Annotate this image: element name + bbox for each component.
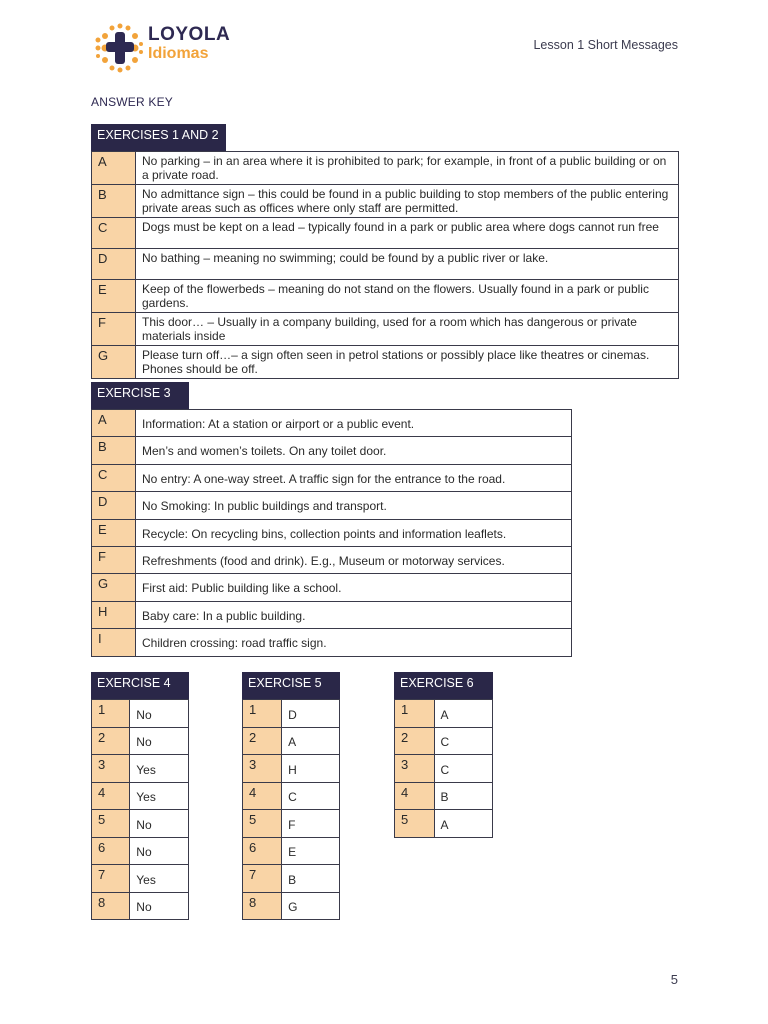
exercises-1-2-row-answer: No parking – in an area where it is prohibited to park; for example, in front of a public building or on a private road. — [136, 152, 679, 185]
exercise-3-row — [92, 492, 572, 519]
exercise-6-rows — [395, 700, 493, 838]
exercise-4-tab: EXERCISE 4 — [91, 672, 189, 700]
exercises-1-2-row — [92, 152, 679, 185]
exercise-6-row-answer: B — [434, 782, 492, 810]
exercise-4-row-key: 1 — [92, 700, 130, 728]
exercise-4-row — [92, 782, 189, 810]
loyola-cross-icon — [90, 18, 144, 76]
exercises-1-2-row — [92, 313, 679, 346]
exercise-6-row-key: 3 — [395, 755, 435, 783]
exercise-5-row — [243, 892, 340, 920]
exercise-3-row-key: G — [92, 574, 136, 601]
exercises-1-2-row — [92, 346, 679, 379]
exercise-6-row — [395, 782, 493, 810]
exercises-1-2-row-key: F — [92, 313, 136, 346]
exercises-1-2-table — [91, 151, 679, 379]
exercise-3-row-answer: Baby care: In a public building. — [136, 601, 572, 628]
exercises-1-2-row — [92, 249, 679, 280]
exercise-3-row-key: B — [92, 437, 136, 464]
exercise-4-row-key: 7 — [92, 865, 130, 893]
exercise-5-row-answer: F — [282, 810, 340, 838]
exercise-4-table — [91, 699, 189, 920]
exercise-4-row — [92, 837, 189, 865]
exercise-5-row — [243, 837, 340, 865]
exercise-5-row-key: 3 — [243, 755, 282, 783]
exercise-5-row-key: 5 — [243, 810, 282, 838]
exercise-3-row — [92, 601, 572, 628]
exercise-5-table — [242, 699, 340, 920]
exercise-4-row-answer: No — [130, 892, 189, 920]
exercises-1-2-row — [92, 185, 679, 218]
exercise-6-row — [395, 755, 493, 783]
exercises-1-2-row-answer: Dogs must be kept on a lead – typically found in a park or public area where dogs cannot run free — [136, 218, 679, 249]
exercise-5-row — [243, 782, 340, 810]
exercise-6-row-answer: A — [434, 700, 492, 728]
exercise-5-row-key: 1 — [243, 700, 282, 728]
exercise-5-tab: EXERCISE 5 — [242, 672, 340, 700]
exercises-1-2-row-key: D — [92, 249, 136, 280]
exercise-3-row — [92, 546, 572, 573]
exercise-3-row — [92, 437, 572, 464]
exercise-4-row-answer: Yes — [130, 865, 189, 893]
exercise-3-row — [92, 410, 572, 437]
exercises-1-2-row-answer: No admittance sign – this could be found in a public building to stop members of the public entering private areas such as offices where only staff are permitted. — [136, 185, 679, 218]
exercise-3-row — [92, 629, 572, 656]
exercises-1-2-row-key: E — [92, 280, 136, 313]
logo-text-idiomas: Idiomas — [148, 45, 209, 62]
exercise-6-tab: EXERCISE 6 — [394, 672, 493, 700]
exercise-3-rows — [92, 410, 572, 657]
exercise-4-row-key: 5 — [92, 810, 130, 838]
exercise-5-row — [243, 865, 340, 893]
exercise-5-row-answer: E — [282, 837, 340, 865]
exercises-1-2-row-answer: Keep of the flowerbeds – meaning do not stand on the flowers. Usually found in a park or public gardens. — [136, 280, 679, 313]
exercise-6-row-answer: C — [434, 755, 492, 783]
exercises-1-2-rows — [92, 152, 679, 379]
exercise-4-row-key: 8 — [92, 892, 130, 920]
exercise-3-row — [92, 464, 572, 491]
exercise-3-row-key: I — [92, 629, 136, 656]
exercise-3-table — [91, 409, 572, 657]
exercise-5-row-key: 2 — [243, 727, 282, 755]
exercises-1-2-row-answer: No bathing – meaning no swimming; could be found by a public river or lake. — [136, 249, 679, 280]
exercise-4-row-answer: No — [130, 727, 189, 755]
logo-text-loyola: LOYOLA — [148, 24, 231, 45]
exercise-4-row — [92, 700, 189, 728]
exercise-5-row-answer: C — [282, 782, 340, 810]
exercise-4-row — [92, 727, 189, 755]
exercise-5-row — [243, 755, 340, 783]
exercise-6-row-key: 1 — [395, 700, 435, 728]
exercise-3-row-key: C — [92, 464, 136, 491]
exercise-3-row-answer: Information: At a station or airport or a public event. — [136, 410, 572, 437]
exercise-4-row-answer: No — [130, 700, 189, 728]
exercise-4-row-answer: No — [130, 810, 189, 838]
exercise-3-row-answer: First aid: Public building like a school. — [136, 574, 572, 601]
exercise-6-row-answer: A — [434, 810, 492, 838]
exercises-1-2-row-answer: This door… – Usually in a company building, used for a room which has dangerous or private materials inside — [136, 313, 679, 346]
exercise-3-tab: EXERCISE 3 — [91, 382, 189, 410]
exercise-3-row-key: F — [92, 546, 136, 573]
lesson-title: Lesson 1 Short Messages — [533, 38, 678, 52]
exercise-4-row-answer: No — [130, 837, 189, 865]
exercise-4-row-key: 4 — [92, 782, 130, 810]
exercise-4-row-answer: Yes — [130, 782, 189, 810]
exercises-1-2-tab: EXERCISES 1 AND 2 — [91, 124, 226, 152]
page-number: 5 — [670, 972, 678, 987]
exercise-3-row — [92, 519, 572, 546]
exercise-3-row-answer: Men’s and women’s toilets. On any toilet door. — [136, 437, 572, 464]
exercises-1-2-row-key: B — [92, 185, 136, 218]
exercise-4-rows — [92, 700, 189, 920]
loyola-logo — [90, 18, 250, 76]
exercise-4-row — [92, 865, 189, 893]
exercise-6-row-key: 5 — [395, 810, 435, 838]
exercises-1-2-row — [92, 280, 679, 313]
exercise-3-row-answer: Children crossing: road traffic sign. — [136, 629, 572, 656]
exercise-4-row-key: 3 — [92, 755, 130, 783]
exercises-1-2-row-key: A — [92, 152, 136, 185]
exercise-3-row-key: A — [92, 410, 136, 437]
exercise-4-row — [92, 810, 189, 838]
exercise-3-row-key: D — [92, 492, 136, 519]
exercise-5-row-key: 8 — [243, 892, 282, 920]
exercise-3-row-key: H — [92, 601, 136, 628]
exercise-3-row-answer: Recycle: On recycling bins, collection points and information leaflets. — [136, 519, 572, 546]
exercise-3-row-answer: No Smoking: In public buildings and transport. — [136, 492, 572, 519]
exercise-6-table — [394, 699, 493, 838]
exercises-1-2-row-key: G — [92, 346, 136, 379]
exercise-5-row-key: 7 — [243, 865, 282, 893]
exercise-3-row — [92, 574, 572, 601]
exercise-5-row-answer: D — [282, 700, 340, 728]
page-title: ANSWER KEY — [91, 95, 174, 109]
exercise-5-row — [243, 700, 340, 728]
exercise-3-row-key: E — [92, 519, 136, 546]
exercises-1-2-row — [92, 218, 679, 249]
exercise-6-row-key: 2 — [395, 727, 435, 755]
exercise-6-row-answer: C — [434, 727, 492, 755]
exercise-5-row-answer: H — [282, 755, 340, 783]
exercise-5-row-answer: G — [282, 892, 340, 920]
exercise-4-row-key: 2 — [92, 727, 130, 755]
exercise-5-rows — [243, 700, 340, 920]
exercise-5-row-answer: A — [282, 727, 340, 755]
exercises-1-2-row-answer: Please turn off…– a sign often seen in petrol stations or possibly place like theatres or cinemas. Phones should be off. — [136, 346, 679, 379]
exercise-5-row-key: 6 — [243, 837, 282, 865]
exercise-6-row-key: 4 — [395, 782, 435, 810]
exercise-6-row — [395, 727, 493, 755]
exercise-4-row-answer: Yes — [130, 755, 189, 783]
exercise-4-row — [92, 892, 189, 920]
exercise-5-row — [243, 810, 340, 838]
exercise-4-row-key: 6 — [92, 837, 130, 865]
exercise-3-row-answer: No entry: A one-way street. A traffic sign for the entrance to the road. — [136, 464, 572, 491]
exercise-6-row — [395, 810, 493, 838]
exercises-1-2-row-key: C — [92, 218, 136, 249]
exercise-4-row — [92, 755, 189, 783]
exercise-5-row-answer: B — [282, 865, 340, 893]
exercise-6-row — [395, 700, 493, 728]
exercise-5-row — [243, 727, 340, 755]
exercise-5-row-key: 4 — [243, 782, 282, 810]
exercise-3-row-answer: Refreshments (food and drink). E.g., Museum or motorway services. — [136, 546, 572, 573]
